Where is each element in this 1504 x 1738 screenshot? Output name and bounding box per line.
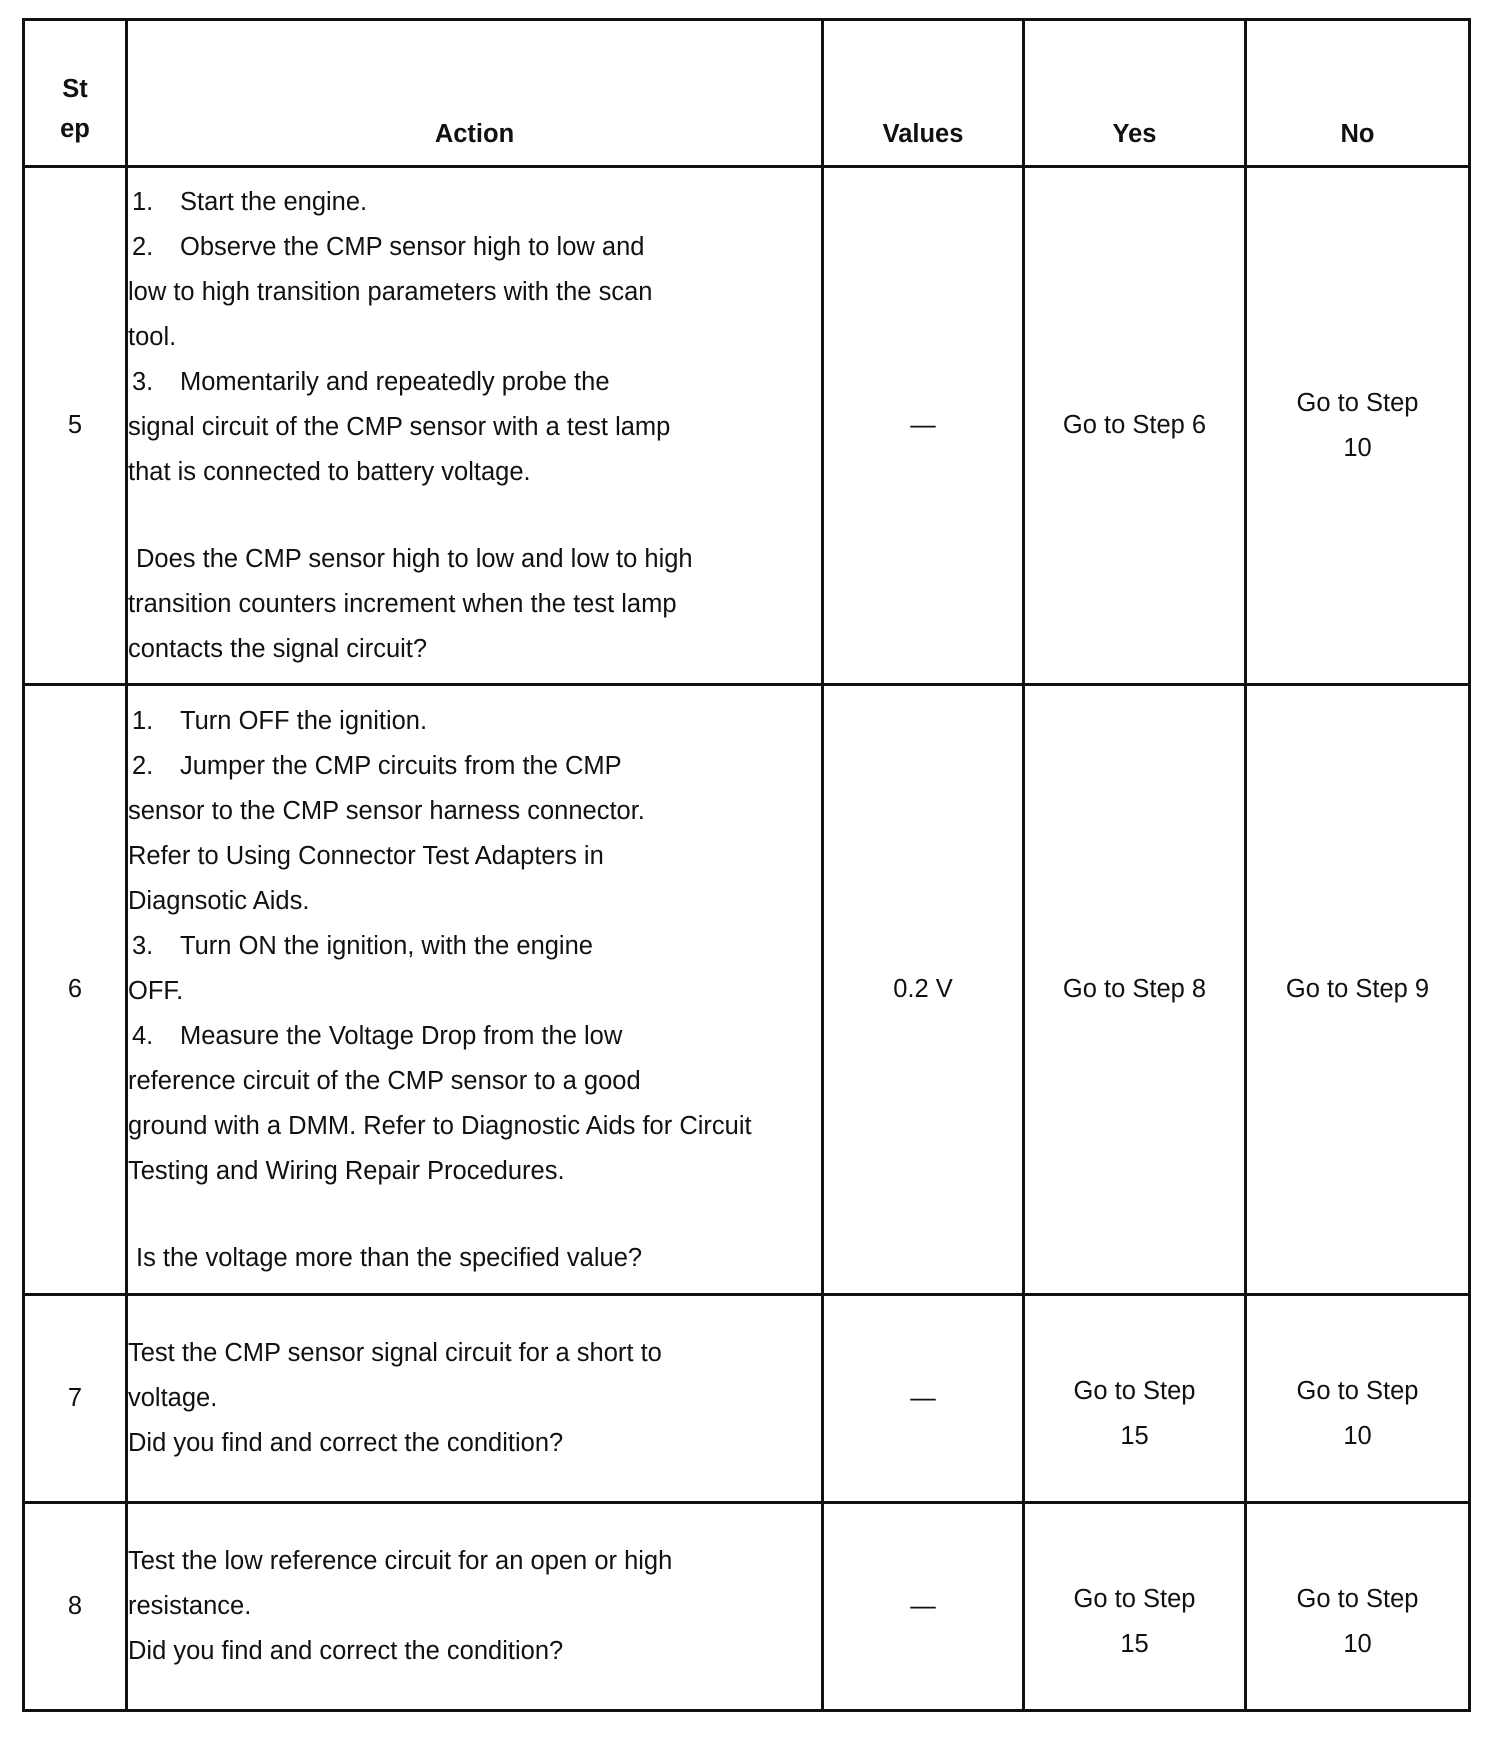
action-text: OFF. <box>128 976 184 1005</box>
no-goto-text: Go to Step <box>1296 1584 1419 1613</box>
question-line: contacts the signal circuit? <box>128 634 428 663</box>
action-line <box>128 1104 821 1149</box>
action-line <box>128 1629 821 1674</box>
action-text: voltage. <box>128 1384 218 1412</box>
table-row <box>24 685 1470 1295</box>
action-cell <box>127 167 823 685</box>
action-line <box>128 744 821 789</box>
action-line <box>128 360 821 405</box>
values-header: Values <box>823 20 1024 167</box>
action-line <box>128 879 821 924</box>
no-cell <box>1246 167 1470 685</box>
action-step-number: 1. <box>132 187 154 216</box>
action-text: Turn OFF the ignition. <box>180 706 428 735</box>
action-line <box>128 225 821 270</box>
action-line <box>128 1421 821 1466</box>
action-line <box>128 1059 821 1104</box>
action-line <box>128 789 821 834</box>
no-cell <box>1246 1503 1470 1711</box>
action-line <box>128 405 821 450</box>
action-step-number: 2. <box>132 232 154 261</box>
step-header <box>24 20 127 167</box>
action-line <box>128 699 821 744</box>
no-goto-text: Go to Step <box>1296 1376 1419 1405</box>
action-step-number: 2. <box>132 751 154 780</box>
action-line <box>128 315 821 360</box>
action-text: Start the engine. <box>180 187 368 216</box>
yes-header: Yes <box>1024 20 1246 167</box>
question-line: transition counters increment when the test lamp <box>128 589 677 618</box>
action-line <box>128 1149 821 1194</box>
yes-goto-text: Go to Step <box>1073 1376 1196 1405</box>
action-line <box>128 834 821 879</box>
action-text: Jumper the CMP circuits from the CMP <box>180 751 622 780</box>
action-question <box>128 1236 821 1281</box>
step-number: 5 <box>24 167 127 685</box>
action-text: Test the CMP sensor signal circuit for a short to <box>128 1339 662 1367</box>
value-cell: 0.2 V <box>823 685 1024 1295</box>
header-row <box>24 20 1470 167</box>
yes-goto-text: 15 <box>1120 1629 1149 1658</box>
question-line: Is the voltage more than the specified value? <box>136 1243 643 1272</box>
question-line: Does the CMP sensor high to low and low to high <box>136 544 693 573</box>
action-text: reference circuit of the CMP sensor to a good <box>128 1066 641 1095</box>
no-cell <box>1246 1295 1470 1503</box>
table-row <box>24 167 1470 685</box>
action-line <box>128 450 821 495</box>
action-line <box>128 180 821 225</box>
action-question <box>128 537 821 672</box>
action-text: Diagnsotic Aids. <box>128 886 310 915</box>
yes-goto-text: Go to Step <box>1073 1584 1196 1613</box>
yes-cell <box>1024 1295 1246 1503</box>
action-text: tool. <box>128 322 177 351</box>
step-header-line: St <box>62 75 88 103</box>
diagnostic-table <box>22 18 1471 1712</box>
action-line <box>128 1376 821 1421</box>
no-cell <box>1246 685 1470 1295</box>
action-text: Did you find and correct the condition? <box>128 1429 564 1457</box>
step-number: 7 <box>24 1295 127 1503</box>
action-text: sensor to the CMP sensor harness connector. <box>128 796 645 825</box>
action-text: signal circuit of the CMP sensor with a test lamp <box>128 412 671 441</box>
action-text: Did you find and correct the condition? <box>128 1637 564 1665</box>
yes-cell <box>1024 685 1246 1295</box>
action-step-number: 3. <box>132 931 154 960</box>
no-goto-text: Go to Step 9 <box>1285 975 1430 1003</box>
action-text: that is connected to battery voltage. <box>128 457 531 486</box>
yes-cell <box>1024 167 1246 685</box>
action-cell <box>127 1503 823 1711</box>
table-row <box>24 1295 1470 1503</box>
action-line <box>128 270 821 315</box>
action-text: Refer to Using Connector Test Adapters in <box>128 841 604 870</box>
action-step-number: 4. <box>132 1021 154 1050</box>
yes-cell <box>1024 1503 1246 1711</box>
action-text: Testing and Wiring Repair Procedures. <box>128 1156 565 1185</box>
action-line <box>128 1331 821 1376</box>
yes-goto-text: Go to Step 8 <box>1062 975 1207 1003</box>
step-number: 8 <box>24 1503 127 1711</box>
action-step-number: 3. <box>132 367 154 396</box>
no-goto-text: 10 <box>1343 1629 1372 1658</box>
action-step-number: 1. <box>132 706 154 735</box>
no-header: No <box>1246 20 1470 167</box>
no-goto-text: Go to Step <box>1296 388 1419 417</box>
action-header: Action <box>127 20 823 167</box>
value-cell: — <box>823 1295 1024 1503</box>
action-text: Momentarily and repeatedly probe the <box>180 367 610 396</box>
action-text: low to high transition parameters with the scan <box>128 277 653 306</box>
action-text: Turn ON the ignition, with the engine <box>180 931 593 960</box>
yes-goto-text: 15 <box>1120 1421 1149 1450</box>
action-text: ground with a DMM. Refer to Diagnostic Aids for Circuit <box>128 1111 752 1140</box>
no-goto-text: 10 <box>1343 433 1372 462</box>
step-header-line: ep <box>60 115 90 143</box>
action-line <box>128 1584 821 1629</box>
value-cell: — <box>823 167 1024 685</box>
action-text: Observe the CMP sensor high to low and <box>180 232 645 261</box>
action-cell <box>127 685 823 1295</box>
step-number: 6 <box>24 685 127 1295</box>
value-cell: — <box>823 1503 1024 1711</box>
action-line <box>128 1014 821 1059</box>
action-cell <box>127 1295 823 1503</box>
action-text: resistance. <box>128 1592 252 1620</box>
action-line <box>128 1539 821 1584</box>
action-text: Measure the Voltage Drop from the low <box>180 1021 623 1050</box>
yes-goto-text: Go to Step 6 <box>1062 411 1207 439</box>
action-line <box>128 969 821 1014</box>
no-goto-text: 10 <box>1343 1421 1372 1450</box>
action-text: Test the low reference circuit for an open or high <box>128 1547 673 1575</box>
table-row <box>24 1503 1470 1711</box>
action-line <box>128 924 821 969</box>
